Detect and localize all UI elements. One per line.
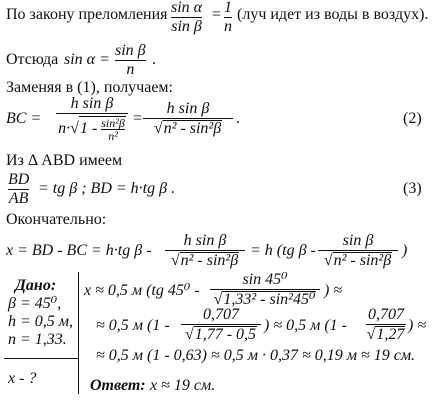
given-divider-horizontal	[4, 358, 78, 359]
triangle-text: Из Δ ABD имеем	[6, 152, 123, 169]
fraction-h-sin-beta	[165, 233, 245, 269]
bc-lhs: BC =	[6, 110, 42, 127]
fraction-denominator: √n² - sin²β	[323, 252, 392, 269]
equals-sign: =	[133, 110, 143, 127]
hence-text: Отсюда	[6, 51, 59, 68]
solution-row-3: ≈ 0,5 м (1 - 0,63) ≈ 0,5 м · 0,37 ≈ 0,19 м ≈ 19 см.	[96, 347, 416, 364]
sqrt-radicand: n² - sin²β	[163, 120, 222, 137]
given-h: h = 0,5 м,	[8, 313, 74, 330]
n-factor: n·	[58, 120, 71, 138]
fraction-numerator: h sin β	[70, 95, 114, 112]
fraction-denominator: AB	[8, 190, 29, 207]
given-title: Дано:	[15, 277, 57, 294]
fraction-denominator: √n² - sin²β	[170, 252, 239, 269]
fraction-numerator: 0,707	[203, 306, 239, 323]
sqrt-radicand: n² - sin²β	[180, 252, 239, 269]
fraction-denominator: √1,27	[366, 326, 405, 343]
solution-row-2-fraction-1	[181, 307, 261, 343]
fraction-bar	[210, 289, 320, 290]
answer-value: x ≈ 19 см.	[150, 377, 216, 394]
fraction-numerator: h sin β	[183, 232, 227, 249]
fraction-denominator: √n² - sin²β	[153, 120, 222, 137]
fraction-numerator: BD	[8, 171, 30, 188]
fraction-bar	[318, 250, 398, 251]
x-expression-lhs: x = BD - BC = h·tg β -	[6, 242, 152, 259]
fraction-numerator: 0,707	[368, 306, 404, 323]
period: .	[236, 110, 240, 127]
fraction-denominator: √1,77 - 0,5	[184, 326, 257, 343]
sqrt-radicand: 1,77 - 0,5	[194, 326, 257, 343]
refraction-note: (луч идет из воды в воздух).	[237, 6, 429, 23]
find-x: x - ?	[8, 370, 37, 387]
inner-numerator: sin²β	[101, 116, 125, 130]
solution-row-2-fraction-2	[366, 307, 406, 343]
solution-row-2-mid: ) ≈ 0,5 м (1 -	[264, 317, 347, 334]
solution-row-2-lhs: ≈ 0,5 м (1 -	[96, 317, 170, 334]
fraction-denominator: n	[126, 61, 135, 78]
given-beta: β = 45⁰,	[8, 295, 62, 312]
sqrt-radicand: n² - sin²β	[333, 252, 392, 269]
fraction-numerator: h sin β	[166, 100, 210, 117]
period: .	[152, 51, 156, 68]
solution-row-2-tail: ) ≈	[408, 317, 427, 334]
fraction-bar	[165, 250, 245, 251]
sqrt-radicand: 1,33² - sin²45⁰	[223, 291, 316, 308]
fraction-sin-beta	[318, 233, 398, 269]
solution-row-1-fraction	[210, 272, 320, 308]
equals-sign: =	[212, 6, 222, 23]
given-divider-vertical	[78, 272, 79, 394]
fraction-denominator: sin β	[171, 18, 202, 35]
fraction-bar	[56, 113, 128, 114]
inner-fraction	[101, 117, 125, 142]
sin-alpha-lhs: sin α =	[64, 51, 110, 68]
fraction-denominator: n	[224, 18, 232, 35]
one-minus: 1 -	[79, 120, 98, 138]
equation-number-3: (3)	[403, 180, 422, 197]
intro-text: По закону преломления	[6, 6, 168, 23]
fraction-numerator: sin β	[342, 232, 374, 249]
fraction-bar	[181, 324, 261, 325]
fraction-denominator: n·√1 - $\frac{\text{sin²β}}{\text{n²}}$	[58, 116, 125, 143]
fraction-numerator: sin β	[115, 42, 146, 59]
fraction-bar	[366, 324, 406, 325]
x-expression-mid: = h (tg β -	[250, 242, 316, 259]
solution-row-1-tail: ) ≈	[324, 282, 343, 299]
finally-text: Окончательно:	[6, 211, 107, 228]
answer-label: Ответ:	[90, 377, 146, 394]
fraction-numerator: sin 45⁰	[242, 271, 288, 288]
inner-denominator: n²	[101, 129, 125, 142]
substitution-text: Заменяя в (1), получаем:	[6, 79, 173, 96]
closing-paren: )	[402, 242, 408, 259]
fraction-sin-alpha-over-sin-beta	[171, 0, 202, 35]
fraction-one-over-n	[224, 0, 232, 35]
sqrt-radicand	[79, 116, 126, 142]
given-n: n = 1,33.	[8, 331, 67, 348]
fraction-bar	[143, 118, 233, 119]
fraction-bc-first	[56, 96, 128, 142]
sqrt-radicand: 1,27	[376, 326, 405, 343]
fraction-denominator: √1,33² - sin²45⁰	[213, 291, 316, 308]
fraction-bd-over-ab	[8, 172, 29, 207]
fraction-sin-beta-over-n	[115, 43, 146, 78]
fraction-bc-second	[143, 101, 233, 137]
equation-number-2: (2)	[403, 110, 422, 127]
solution-row-1-lhs: x ≈ 0,5 м (tg 45⁰ -	[84, 282, 200, 299]
fraction-numerator: 1	[224, 0, 232, 16]
tangent-relation: = tg β ; BD = h·tg β .	[38, 180, 176, 197]
fraction-numerator: sin α	[171, 0, 203, 16]
